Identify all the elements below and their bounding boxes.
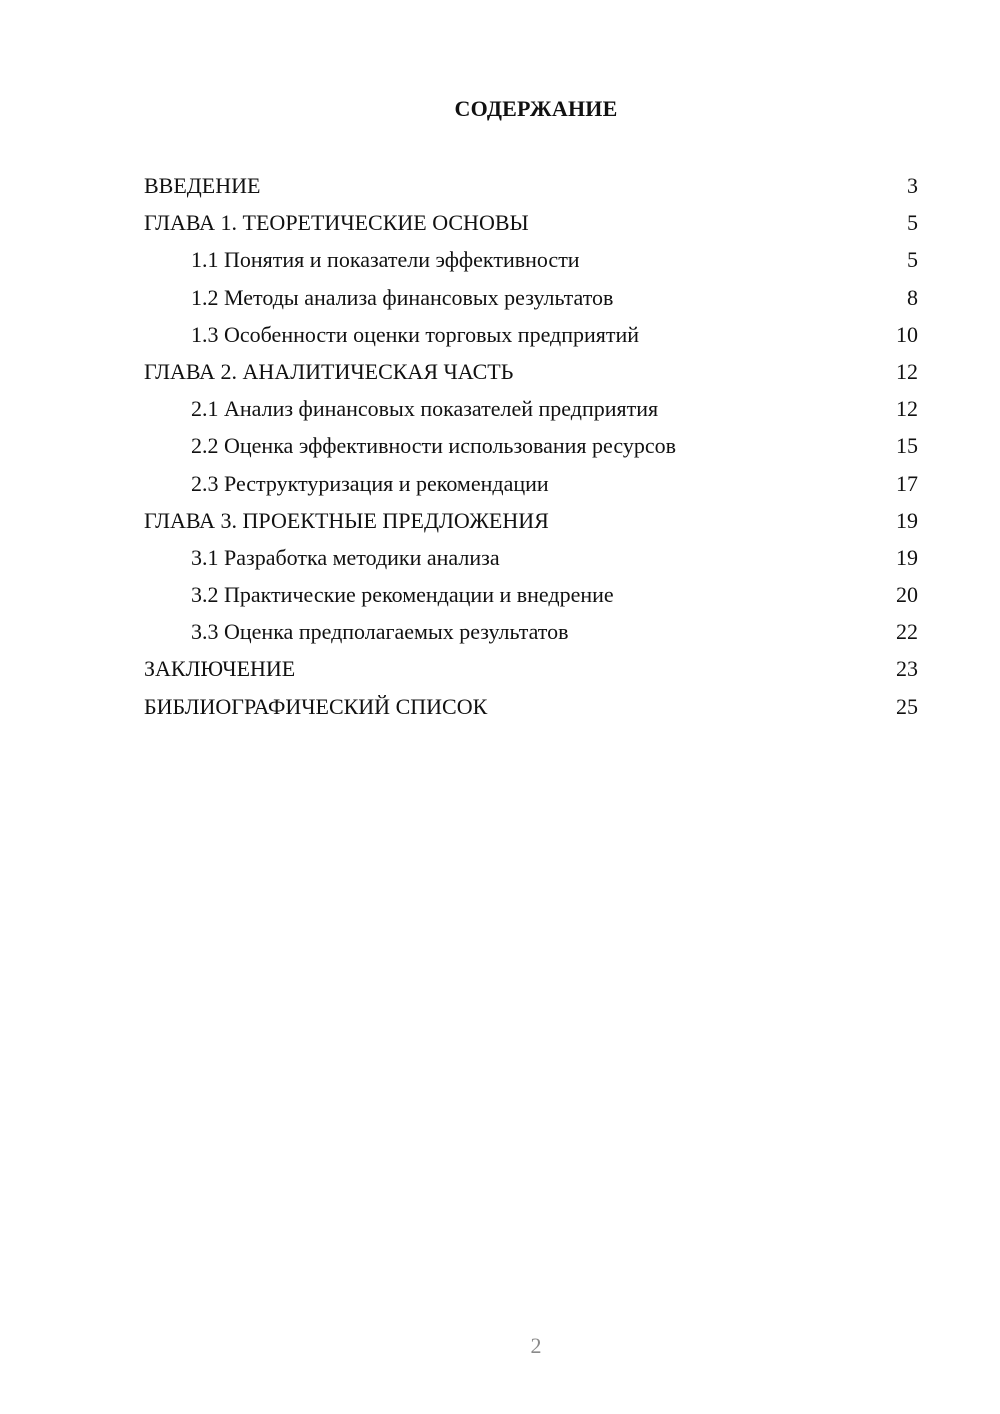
toc-entry-section-3-2 (144, 576, 918, 613)
toc-entry-page: 12 (896, 358, 918, 384)
toc-entry-label: 1.1 Понятия и показатели эффективности (191, 247, 580, 273)
toc-entry-label: ГЛАВА 2. АНАЛИТИЧЕСКАЯ ЧАСТЬ (144, 358, 514, 384)
page-title: СОДЕРЖАНИЕ (454, 96, 618, 121)
toc-entry-section-1-1 (144, 241, 918, 278)
toc-entry-section-2-2 (144, 427, 918, 464)
toc-entry-label: 1.2 Методы анализа финансовых результатов (191, 284, 614, 310)
toc-entry-page: 12 (896, 396, 918, 422)
toc-entry-label: 1.3 Особенности оценки торговых предприятий (191, 321, 640, 347)
toc-entry-page: 10 (896, 321, 918, 347)
page-number: 2 (530, 1333, 542, 1358)
toc-entry-label: 2.3 Реструктуризация и рекомендации (191, 470, 549, 496)
table-of-contents (144, 167, 918, 725)
toc-entry-page: 23 (896, 656, 918, 682)
toc-entry-label: 3.3 Оценка предполагаемых результатов (191, 619, 569, 645)
toc-entry-page: 5 (907, 210, 918, 236)
toc-entry-label: 2.1 Анализ финансовых показателей предприятия (191, 396, 659, 422)
toc-entry-section-1-2 (144, 279, 918, 316)
toc-entry-label: ГЛАВА 1. ТЕОРЕТИЧЕСКИЕ ОСНОВЫ (144, 210, 529, 236)
toc-entry-chapter-3 (144, 502, 918, 539)
toc-entry-page: 22 (896, 619, 918, 645)
toc-entry-label: ГЛАВА 3. ПРОЕКТНЫЕ ПРЕДЛОЖЕНИЯ (144, 507, 549, 533)
toc-entry-page: 20 (896, 582, 918, 608)
toc-entry-label: ЗАКЛЮЧЕНИЕ (144, 656, 296, 682)
toc-entry-page: 19 (896, 544, 918, 570)
toc-entry-page: 15 (896, 433, 918, 459)
toc-entry-page: 8 (907, 284, 918, 310)
toc-entry-bibliography (144, 688, 918, 725)
toc-entry-page: 5 (907, 247, 918, 273)
toc-entry-section-2-3 (144, 465, 918, 502)
toc-entry-introduction (144, 167, 918, 204)
toc-entry-conclusion (144, 650, 918, 687)
toc-entry-page: 25 (896, 693, 918, 719)
toc-entry-label: 3.1 Разработка методики анализа (191, 544, 500, 570)
toc-entry-label: БИБЛИОГРАФИЧЕСКИЙ СПИСОК (144, 693, 488, 719)
toc-entry-chapter-2 (144, 353, 918, 390)
toc-entry-section-3-1 (144, 539, 918, 576)
toc-entry-section-1-3 (144, 316, 918, 353)
toc-entry-section-3-3 (144, 613, 918, 650)
toc-entry-label: 2.2 Оценка эффективности использования ресурсов (191, 433, 676, 459)
toc-entry-page: 17 (896, 470, 918, 496)
toc-entry-chapter-1 (144, 204, 918, 241)
toc-entry-page: 3 (907, 173, 918, 198)
toc-entry-section-2-1 (144, 390, 918, 427)
toc-entry-page: 19 (896, 507, 918, 533)
toc-entry-label: 3.2 Практические рекомендации и внедрение (191, 582, 614, 608)
toc-entry-label: ВВЕДЕНИЕ (144, 173, 261, 198)
